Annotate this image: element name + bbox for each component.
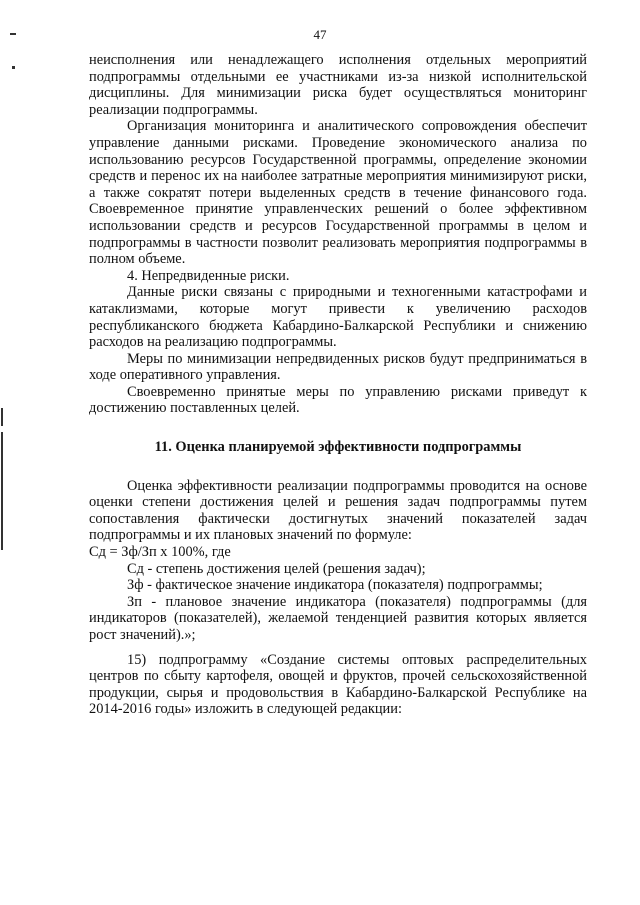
scan-mark-left-lower <box>1 432 3 550</box>
page-number: 47 <box>313 27 327 42</box>
paragraph-conclusion: Своевременно принятые меры по управлению рисками приведут к достижению поставленных целей. <box>89 383 587 417</box>
paragraph-analytics: Организация мониторинга и аналитического сопровождения обеспечит управление данными рисками. Проведение экономического анализа по использованию ресурсов Государственной программы, определение экономии средств и перенос их на наиболее затратные мероприятия минимизируют риски, а также сократят потери выделенных средств в течение финансового года. Своевременное принятие управленческих решений о более эффективном использовании средств и ресурсов Государственной программы в целом и подпрограммы в частности позволит реализовать мероприятия подпрограммы в полном объеме. <box>89 118 587 268</box>
paragraph-subprogram-15: 15) подпрограмму «Создание системы оптовых распределительных центров по сбыту картофеля, овощей и фруктов, прочей сельскохозяйственной продукции, сырья и продовольствия в Кабардино-Балкарской Республике на 2014-2016 годы» изложить в следующей редакции: <box>89 651 587 718</box>
formula: Сд = Зф/Зп х 100%, где <box>89 544 231 561</box>
paragraph-evaluation: Оценка эффективности реализации подпрограммы проводится на основе оценки степени достижения целей и решения задач подпрограммы путем сопоставления фактически достигнутых значений показателей задач подпрограммы и их плановых значений по формуле: <box>89 477 587 544</box>
paragraph-disasters: Данные риски связаны с природными и техногенными катастрофами и катаклизмами, которые могут привести к увеличению расходов республиканского бюджета Кабардино-Балкарской Республики и снижению расходов на реализацию подпрограммы. <box>89 284 587 351</box>
definition-sd: Сд - степень достижения целей (решения задач); <box>127 560 426 577</box>
section-heading: 11. Оценка планируемой эффективности подпрограммы <box>154 439 522 456</box>
paragraph-measures: Меры по минимизации непредвиденных рисков будут предприниматься в ходе оперативного управления. <box>89 350 587 384</box>
paragraph-unforeseen-risks-heading: 4. Непредвиденные риски. <box>127 267 290 284</box>
definition-zp: Зп - плановое значение индикатора (показателя) подпрограммы (для индикаторов (показателей), желаемой тенденцией развития которых является рост значений).»; <box>89 593 587 643</box>
document-body <box>89 52 587 718</box>
definition-zf: Зф - фактическое значение индикатора (показателя) подпрограммы; <box>127 577 543 594</box>
scan-mark-dot <box>12 66 15 69</box>
scan-mark-top <box>10 33 16 35</box>
scan-mark-left-upper <box>1 408 3 426</box>
paragraph-risk-monitoring: неисполнения или ненадлежащего исполнения отдельных мероприятий подпрограммы отдельными ее участниками из-за низкой исполнительской дисциплины. Для минимизации риска будет осуществляться мониторинг реализации подпрограммы. <box>89 52 587 118</box>
spacer <box>89 644 587 652</box>
